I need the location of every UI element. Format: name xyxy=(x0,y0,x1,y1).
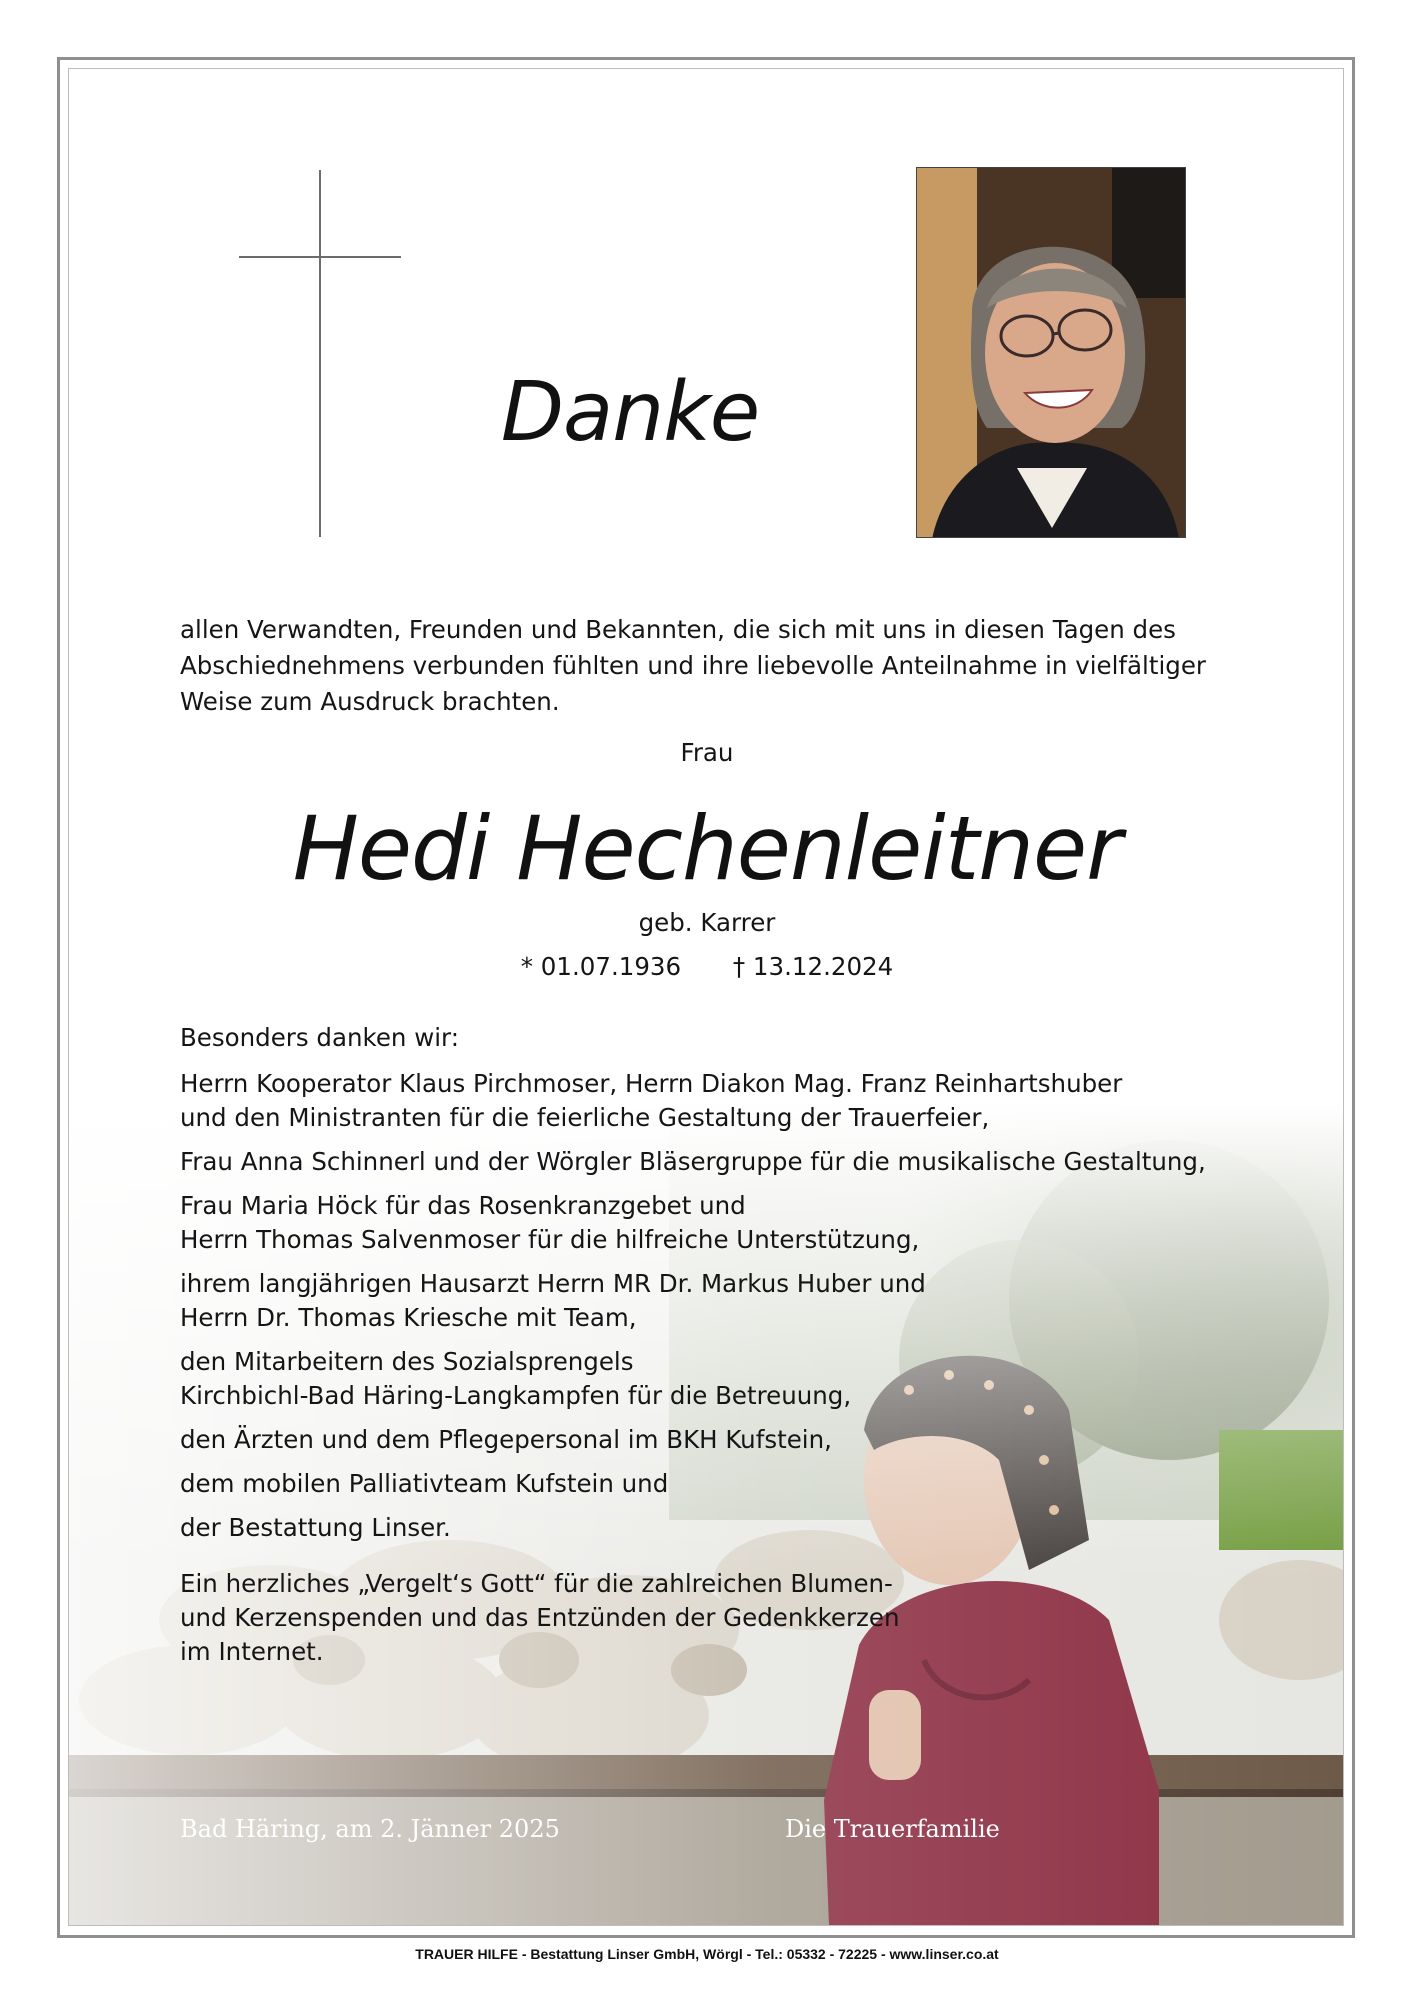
thanks-paragraph xyxy=(180,1467,1240,1501)
closing-paragraph xyxy=(180,1567,1240,1669)
thanks-paragraph xyxy=(180,1145,1240,1179)
thanks-line: den Ärzten und dem Pflegepersonal im BKH Kufstein, xyxy=(180,1425,832,1454)
thanks-paragraph xyxy=(180,1189,1240,1257)
life-dates xyxy=(0,952,1414,981)
closing-line: Ein herzliches „Vergelt‘s Gott“ für die zahlreichen Blumen- xyxy=(180,1569,893,1598)
birth-date: * 01.07.1936 xyxy=(520,952,682,981)
thanks-section xyxy=(180,1021,1240,1679)
thanks-paragraph xyxy=(180,1511,1240,1545)
cross-icon-horizontal xyxy=(239,256,401,258)
intro-text: allen Verwandten, Freunden und Bekannten, die sich mit uns in diesen Tagen des Abschiednehmens verbunden fühlten und ihre liebevolle Anteilnahme in vielfältiger Weise zum Ausdruck brachten. xyxy=(180,615,1206,716)
thanks-line: und den Ministranten für die feierliche Gestaltung der Trauerfeier, xyxy=(180,1103,990,1132)
closing-line: und Kerzenspenden und das Entzünden der Gedenkkerzen xyxy=(180,1603,900,1632)
thanks-line: Herrn Kooperator Klaus Pirchmoser, Herrn Diakon Mag. Franz Reinhartshuber xyxy=(180,1069,1123,1098)
thanks-paragraph xyxy=(180,1345,1240,1413)
place-date: Bad Häring, am 2. Jänner 2025 xyxy=(180,1815,560,1843)
thanks-paragraph xyxy=(180,1267,1240,1335)
closing-line: im Internet. xyxy=(180,1637,324,1666)
thanks-line: dem mobilen Palliativteam Kufstein und xyxy=(180,1469,669,1498)
portrait-photo xyxy=(916,167,1186,538)
thanks-line: Herrn Thomas Salvenmoser für die hilfreiche Unterstützung, xyxy=(180,1225,920,1254)
thanks-line: Kirchbichl-Bad Häring-Langkampfen für die Betreuung, xyxy=(180,1381,852,1410)
thanks-line: der Bestattung Linser. xyxy=(180,1513,451,1542)
thanks-line: Frau Anna Schinnerl und der Wörgler Bläsergruppe für die musikalische Gestaltung, xyxy=(180,1147,1206,1176)
thanks-paragraph xyxy=(180,1067,1240,1135)
thanks-line: Frau Maria Höck für das Rosenkranzgebet und xyxy=(180,1191,746,1220)
funeral-home-imprint: TRAUER HILFE - Bestattung Linser GmbH, Wörgl - Tel.: 05332 - 72225 - www.linser.co.at xyxy=(415,1946,999,1962)
cross-icon-vertical xyxy=(319,170,321,537)
thanks-line: Herrn Dr. Thomas Kriesche mit Team, xyxy=(180,1303,637,1332)
signature: Die Trauerfamilie xyxy=(785,1815,1000,1843)
birth-name: geb. Karrer xyxy=(638,908,776,937)
deceased-name: Hedi Hechenleitner xyxy=(292,797,1122,900)
thanks-paragraph xyxy=(180,1423,1240,1457)
thanks-line: ihrem langjährigen Hausarzt Herrn MR Dr. Markus Huber und xyxy=(180,1269,926,1298)
death-date: † 13.12.2024 xyxy=(732,952,894,981)
deceased-title: Frau xyxy=(680,738,734,767)
page-title: Danke xyxy=(500,365,760,460)
thanks-heading: Besonders danken wir: xyxy=(180,1023,459,1052)
thanks-line: den Mitarbeitern des Sozialsprengels xyxy=(180,1347,634,1376)
